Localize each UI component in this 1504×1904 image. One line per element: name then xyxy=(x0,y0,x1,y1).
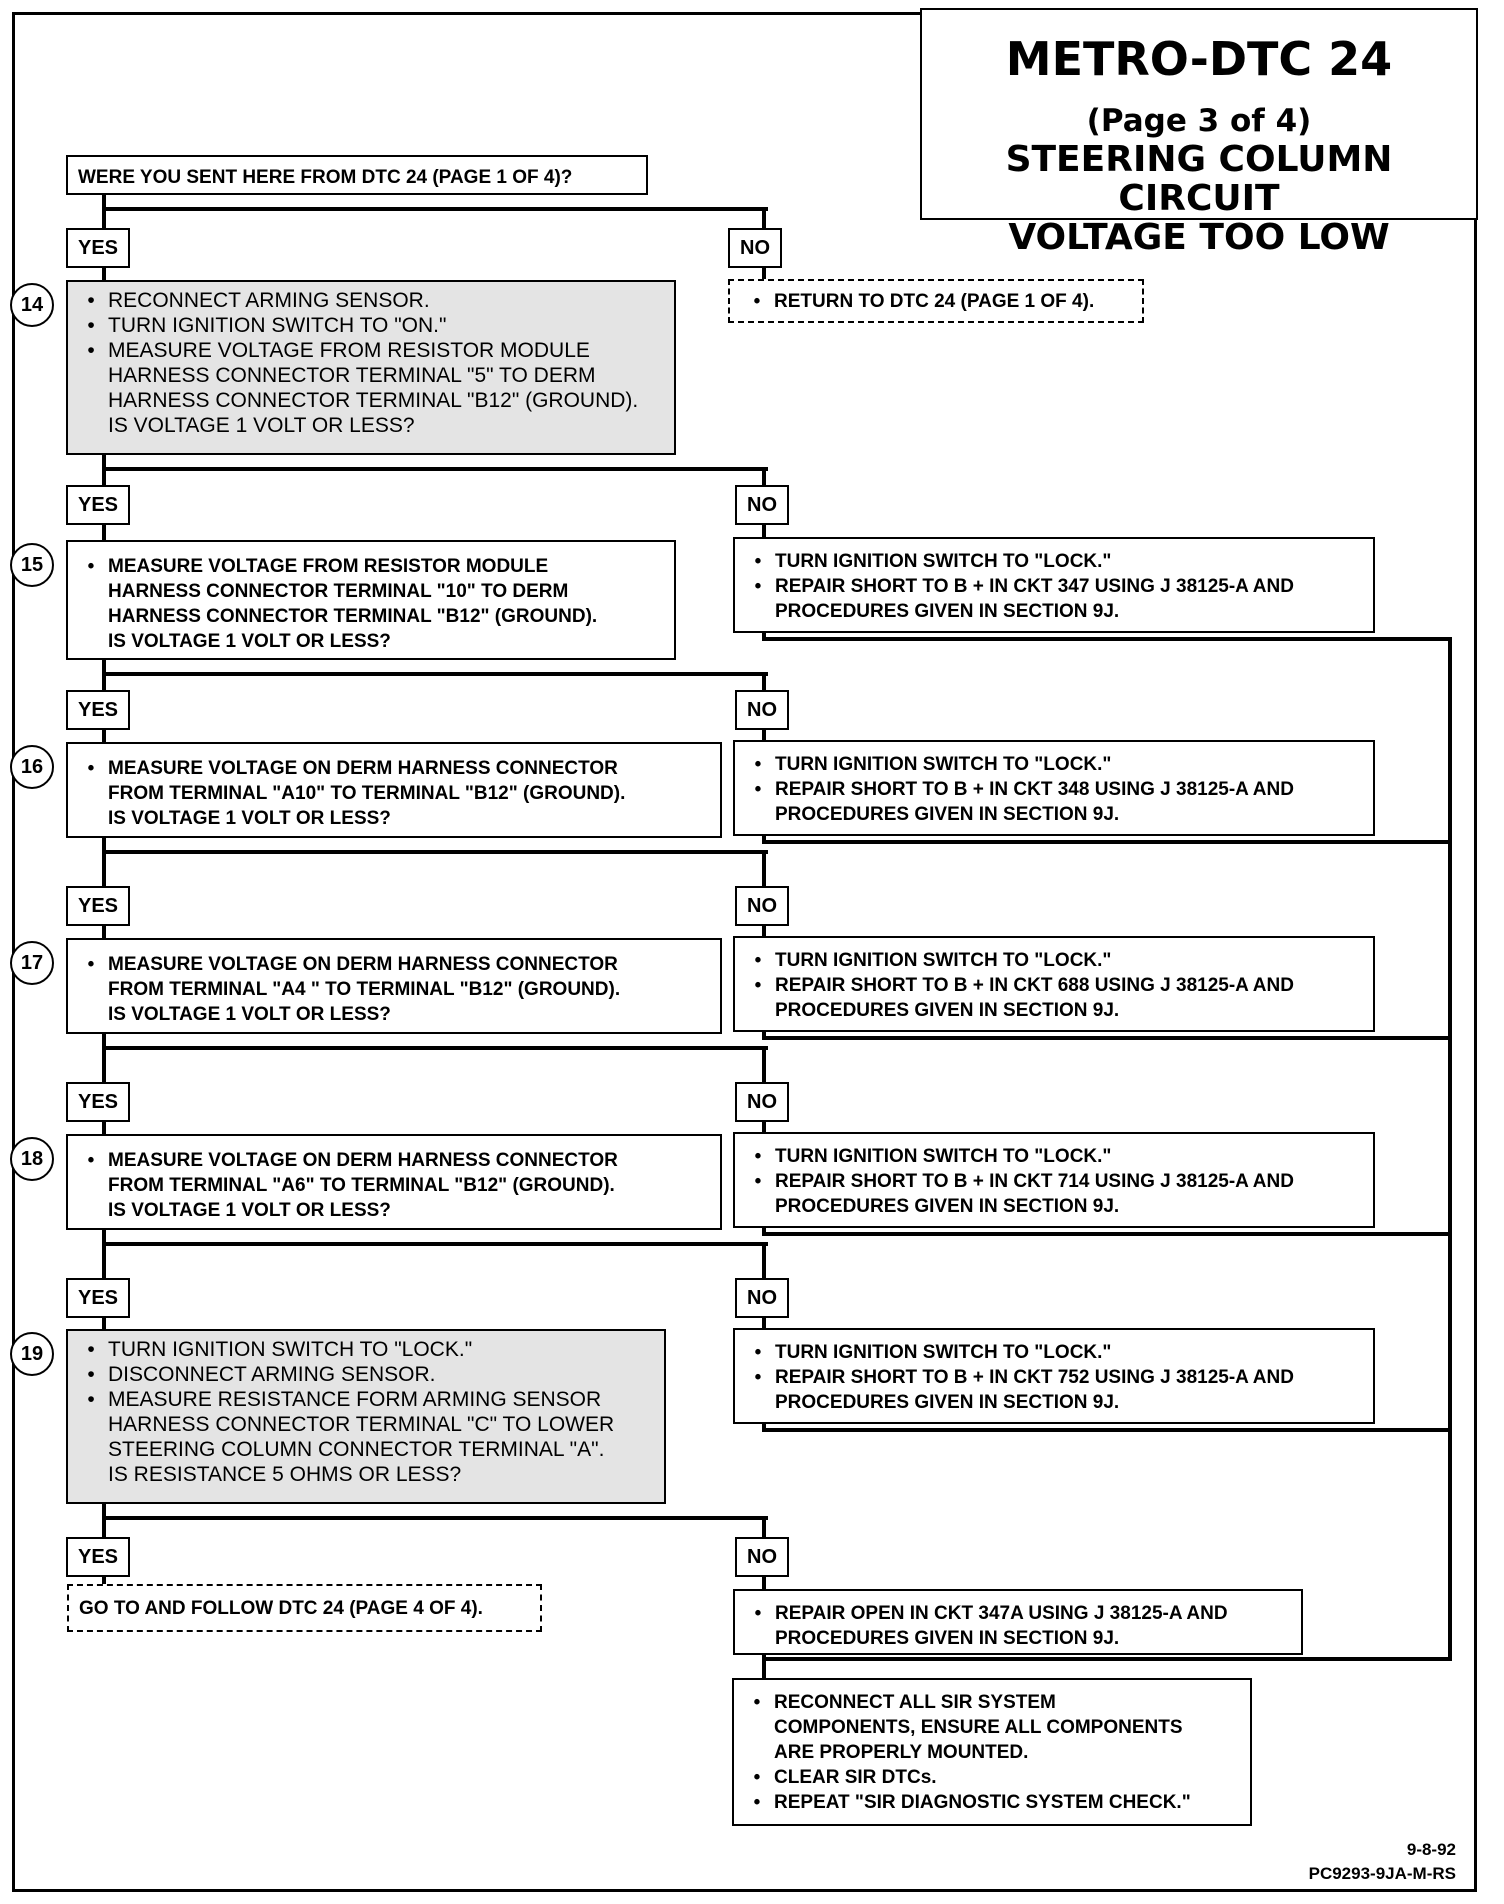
text-line xyxy=(74,1173,714,1198)
no-label: NO xyxy=(728,228,782,268)
text-line xyxy=(741,948,1367,973)
line-text: HARNESS CONNECTOR TERMINAL "5" TO DERM xyxy=(108,364,596,387)
line-text: TURN IGNITION SWITCH TO "LOCK." xyxy=(108,1338,473,1361)
connector-line xyxy=(762,1428,1452,1432)
line-text: PROCEDURES GIVEN IN SECTION 9J. xyxy=(775,1392,1120,1413)
bullet: • xyxy=(87,758,95,779)
line-text: ARE PROPERLY MOUNTED. xyxy=(774,1742,1029,1763)
yes-label: YES xyxy=(66,228,130,268)
line-text: TURN IGNITION SWITCH TO "LOCK." xyxy=(775,754,1112,775)
step-number-circle: 15 xyxy=(10,543,54,587)
page-number: (Page 3 of 4) xyxy=(1086,103,1312,139)
text-line xyxy=(74,781,714,806)
bullet: • xyxy=(754,754,762,775)
line-text: TURN IGNITION SWITCH TO "LOCK." xyxy=(775,551,1112,572)
step-box xyxy=(66,742,722,838)
bullet: • xyxy=(754,1171,762,1192)
connector-line xyxy=(102,1046,768,1050)
bullet-spacer xyxy=(741,1626,775,1651)
connector-line xyxy=(102,525,106,540)
text-line xyxy=(741,1390,1367,1415)
text-line xyxy=(741,599,1367,624)
text-line xyxy=(741,1144,1367,1169)
step-box xyxy=(66,1134,722,1230)
connector-line xyxy=(762,1318,766,1328)
connector-line xyxy=(102,1230,106,1278)
bullet: • xyxy=(87,556,95,577)
line-text: REPAIR SHORT TO B + IN CKT 752 USING J 38125-A AND xyxy=(775,1367,1294,1388)
text-line xyxy=(740,1765,1244,1790)
bullet: • xyxy=(87,314,95,337)
line-text: IS VOLTAGE 1 VOLT OR LESS? xyxy=(108,631,391,652)
yes-label: YES xyxy=(66,1082,130,1122)
line-text: MEASURE RESISTANCE FORM ARMING SENSOR xyxy=(108,1388,602,1411)
no-label: NO xyxy=(735,886,789,926)
step-box xyxy=(66,540,676,660)
bullet-spacer xyxy=(74,1173,108,1198)
bullet-spacer xyxy=(74,977,108,1002)
text-line xyxy=(74,1387,658,1412)
start-no-action-box xyxy=(728,279,1144,323)
bullet: • xyxy=(754,1603,762,1624)
connector-line xyxy=(762,1516,766,1537)
final-yes-action-text: GO TO AND FOLLOW DTC 24 (PAGE 4 OF 4). xyxy=(79,1598,483,1619)
text-line xyxy=(741,998,1367,1023)
bullet-spacer xyxy=(74,413,108,438)
text-line xyxy=(74,388,668,413)
text-line xyxy=(740,1790,1244,1815)
yes-label: YES xyxy=(66,886,130,926)
yes-label: YES xyxy=(66,1537,130,1577)
line-text: REPAIR SHORT TO B + IN CKT 348 USING J 38125-A AND xyxy=(775,779,1294,800)
line-text: MEASURE VOLTAGE FROM RESISTOR MODULE xyxy=(108,556,549,577)
bullet-spacer xyxy=(74,806,108,831)
line-text: IS VOLTAGE 1 VOLT OR LESS? xyxy=(108,808,391,829)
line-text: MEASURE VOLTAGE ON DERM HARNESS CONNECTOR xyxy=(108,1150,618,1171)
line-text: PROCEDURES GIVEN IN SECTION 9J. xyxy=(775,1628,1120,1649)
no-label: NO xyxy=(735,1537,789,1577)
connector-line xyxy=(762,840,1452,844)
line-text: TURN IGNITION SWITCH TO "LOCK." xyxy=(775,1342,1112,1363)
text-line xyxy=(74,604,668,629)
step-number-circle: 16 xyxy=(10,745,54,789)
line-text: TURN IGNITION SWITCH TO "ON." xyxy=(108,314,447,337)
text-line xyxy=(741,777,1367,802)
footer-code: PC9293-9JA-M-RS xyxy=(1308,1864,1456,1883)
connector-line xyxy=(102,730,106,742)
step-number-circle: 14 xyxy=(10,283,54,327)
text-line xyxy=(741,1194,1367,1219)
connector-line xyxy=(102,1034,106,1082)
text-line xyxy=(74,363,668,388)
bullet: • xyxy=(754,950,762,971)
bullet-spacer xyxy=(741,1390,775,1415)
line-text: REPAIR OPEN IN CKT 347A USING J 38125-A AND xyxy=(775,1603,1228,1624)
step-box xyxy=(66,938,722,1034)
no-action-box xyxy=(733,1328,1375,1424)
connector-line xyxy=(102,467,768,471)
bullet: • xyxy=(754,551,762,572)
connector-line xyxy=(762,1046,766,1082)
line-text: HARNESS CONNECTOR TERMINAL "B12" (GROUND). xyxy=(108,606,598,627)
text-line xyxy=(74,554,668,579)
line-text: HARNESS CONNECTOR TERMINAL "B12" (GROUND). xyxy=(108,389,639,412)
line-text: RECONNECT ARMING SENSOR. xyxy=(108,289,430,312)
text-line xyxy=(74,338,668,363)
line-text: REPAIR SHORT TO B + IN CKT 714 USING J 38125-A AND xyxy=(775,1171,1294,1192)
connector-line xyxy=(762,1242,766,1278)
connector-line xyxy=(102,195,106,228)
text-line xyxy=(741,802,1367,827)
bullet-spacer xyxy=(74,1198,108,1223)
bullet-spacer xyxy=(741,599,775,624)
bullet: • xyxy=(87,954,95,975)
start-no-action-text: RETURN TO DTC 24 (PAGE 1 OF 4). xyxy=(774,291,1095,312)
bullet: • xyxy=(754,576,762,597)
bullet: • xyxy=(87,1338,95,1361)
no-label: NO xyxy=(735,485,789,525)
text-line xyxy=(74,1362,658,1387)
bullet-spacer xyxy=(741,802,775,827)
bullet: • xyxy=(753,1767,761,1788)
line-text: PROCEDURES GIVEN IN SECTION 9J. xyxy=(775,1000,1120,1021)
no-action-box xyxy=(733,1589,1303,1655)
bullet-spacer xyxy=(74,1437,108,1462)
bullet-spacer xyxy=(74,388,108,413)
line-text: STEERING COLUMN CONNECTOR TERMINAL "A". xyxy=(108,1438,605,1461)
line-text: IS VOLTAGE 1 VOLT OR LESS? xyxy=(108,1200,391,1221)
bullet-spacer xyxy=(74,1002,108,1027)
line-text: TURN IGNITION SWITCH TO "LOCK." xyxy=(775,1146,1112,1167)
final-yes-action-box xyxy=(67,1584,542,1632)
connector-line xyxy=(102,1504,106,1537)
line-text: FROM TERMINAL "A6" TO TERMINAL "B12" (GROUND). xyxy=(108,1175,615,1196)
start-question-box xyxy=(66,155,648,195)
step-box xyxy=(66,1329,666,1504)
connector-line xyxy=(762,926,766,936)
start-question-text: WERE YOU SENT HERE FROM DTC 24 (PAGE 1 OF 4)? xyxy=(78,167,573,188)
no-label: NO xyxy=(735,1082,789,1122)
connector-line xyxy=(762,1657,1452,1661)
text-line xyxy=(74,806,714,831)
text-line xyxy=(741,1365,1367,1390)
line-text: FROM TERMINAL "A10" TO TERMINAL "B12" (GROUND). xyxy=(108,783,626,804)
line-text: IS VOLTAGE 1 VOLT OR LESS? xyxy=(108,414,415,437)
connector-line xyxy=(762,207,766,228)
no-action-box xyxy=(733,537,1375,633)
connector-line xyxy=(762,1232,1452,1236)
text-line xyxy=(741,1601,1295,1626)
text-line xyxy=(74,1148,714,1173)
bullet-spacer xyxy=(74,1462,108,1487)
step-box xyxy=(66,280,676,455)
final-action-box xyxy=(732,1678,1252,1826)
text-line xyxy=(74,1462,658,1487)
connector-line xyxy=(102,850,768,854)
connector-line xyxy=(762,1122,766,1132)
text-line xyxy=(741,973,1367,998)
bullet: • xyxy=(87,1363,95,1386)
bullet: • xyxy=(754,779,762,800)
line-text: CLEAR SIR DTCs. xyxy=(774,1767,937,1788)
footer xyxy=(1180,1838,1456,1886)
line-text: IS VOLTAGE 1 VOLT OR LESS? xyxy=(108,1004,391,1025)
connector-line xyxy=(102,838,106,886)
line-text: REPAIR SHORT TO B + IN CKT 347 USING J 38125-A AND xyxy=(775,576,1294,597)
text-line xyxy=(74,629,668,654)
connector-line xyxy=(762,672,766,690)
bullet: • xyxy=(753,1692,761,1713)
line-text: PROCEDURES GIVEN IN SECTION 9J. xyxy=(775,601,1120,622)
no-action-box xyxy=(733,1132,1375,1228)
connector-line xyxy=(102,672,768,676)
text-line xyxy=(74,1437,658,1462)
bullet-spacer xyxy=(741,1194,775,1219)
text-line xyxy=(74,413,668,438)
text-line xyxy=(74,756,714,781)
bullet: • xyxy=(754,1342,762,1363)
text-line xyxy=(74,977,714,1002)
title-block xyxy=(920,8,1478,258)
text-line xyxy=(74,1002,714,1027)
bullet: • xyxy=(87,1150,95,1171)
connector-line xyxy=(1448,637,1452,1661)
step-number-circle: 17 xyxy=(10,941,54,985)
bullet: • xyxy=(754,1146,762,1167)
line-text: MEASURE VOLTAGE ON DERM HARNESS CONNECTOR xyxy=(108,758,618,779)
bullet-spacer xyxy=(74,1412,108,1437)
line-text: IS RESISTANCE 5 OHMS OR LESS? xyxy=(108,1463,462,1486)
text-line xyxy=(74,952,714,977)
text-line xyxy=(74,579,668,604)
bullet-spacer xyxy=(74,604,108,629)
text-line xyxy=(741,1169,1367,1194)
line-text: COMPONENTS, ENSURE ALL COMPONENTS xyxy=(774,1717,1183,1738)
bullet: • xyxy=(87,289,95,312)
line-text: MEASURE VOLTAGE ON DERM HARNESS CONNECTOR xyxy=(108,954,618,975)
connector-line xyxy=(762,1657,766,1678)
connector-line xyxy=(762,1036,1452,1040)
line-text: FROM TERMINAL "A4 " TO TERMINAL "B12" (GROUND). xyxy=(108,979,621,1000)
line-text: DISCONNECT ARMING SENSOR. xyxy=(108,1363,436,1386)
line-text: MEASURE VOLTAGE FROM RESISTOR MODULE xyxy=(108,339,590,362)
connector-line xyxy=(102,207,768,211)
text-line xyxy=(74,1198,714,1223)
bullet: • xyxy=(753,1792,761,1813)
bullet-spacer xyxy=(741,998,775,1023)
line-text: TURN IGNITION SWITCH TO "LOCK." xyxy=(775,950,1112,971)
bullet-spacer xyxy=(74,629,108,654)
bullet: • xyxy=(754,1367,762,1388)
connector-line xyxy=(762,525,766,537)
title-line-1: STEERING COLUMN CIRCUIT xyxy=(1005,139,1393,219)
connector-line xyxy=(762,850,766,886)
connector-line xyxy=(762,467,766,485)
text-line xyxy=(741,549,1367,574)
bullet-spacer xyxy=(74,363,108,388)
connector-line xyxy=(762,268,766,279)
footer-date: 9-8-92 xyxy=(1406,1840,1456,1859)
connector-line xyxy=(102,1318,106,1329)
step-number-circle: 19 xyxy=(10,1332,54,1376)
text-line xyxy=(740,1690,1244,1715)
text-line xyxy=(741,574,1367,599)
text-line xyxy=(740,1740,1244,1765)
line-text: PROCEDURES GIVEN IN SECTION 9J. xyxy=(775,804,1120,825)
text-line xyxy=(74,313,668,338)
bullet: • xyxy=(87,1388,95,1411)
text-line xyxy=(741,1626,1295,1651)
yes-label: YES xyxy=(66,690,130,730)
connector-line xyxy=(102,1516,768,1520)
no-action-box xyxy=(733,740,1375,836)
bullet: • xyxy=(753,291,761,312)
bullet-spacer xyxy=(740,1715,774,1740)
bullet-spacer xyxy=(74,781,108,806)
text-line xyxy=(74,1412,658,1437)
line-text: REPEAT "SIR DIAGNOSTIC SYSTEM CHECK." xyxy=(774,1792,1191,1813)
step-number-circle: 18 xyxy=(10,1137,54,1181)
text-line xyxy=(741,1340,1367,1365)
title-line-2: VOLTAGE TOO LOW xyxy=(1008,217,1390,258)
no-action-box xyxy=(733,936,1375,1032)
bullet: • xyxy=(87,339,95,362)
text-line xyxy=(740,1715,1244,1740)
connector-line xyxy=(102,926,106,938)
line-text: REPAIR SHORT TO B + IN CKT 688 USING J 38125-A AND xyxy=(775,975,1294,996)
page-title: METRO-DTC 24 xyxy=(1005,32,1393,86)
text-line xyxy=(741,752,1367,777)
connector-line xyxy=(102,1577,106,1584)
no-label: NO xyxy=(735,1278,789,1318)
text-line xyxy=(74,1337,658,1362)
connector-line xyxy=(762,1577,766,1589)
bullet: • xyxy=(754,975,762,996)
no-label: NO xyxy=(735,690,789,730)
connector-line xyxy=(102,268,106,280)
yes-label: YES xyxy=(66,1278,130,1318)
text-line xyxy=(74,288,668,313)
line-text: HARNESS CONNECTOR TERMINAL "C" TO LOWER xyxy=(108,1413,615,1436)
connector-line xyxy=(102,1242,768,1246)
connector-line xyxy=(762,730,766,740)
bullet-spacer xyxy=(74,579,108,604)
line-text: HARNESS CONNECTOR TERMINAL "10" TO DERM xyxy=(108,581,569,602)
bullet-spacer xyxy=(740,1740,774,1765)
line-text: RECONNECT ALL SIR SYSTEM xyxy=(774,1692,1056,1713)
line-text: PROCEDURES GIVEN IN SECTION 9J. xyxy=(775,1196,1120,1217)
connector-line xyxy=(762,637,1452,641)
connector-line xyxy=(102,1122,106,1134)
yes-label: YES xyxy=(66,485,130,525)
